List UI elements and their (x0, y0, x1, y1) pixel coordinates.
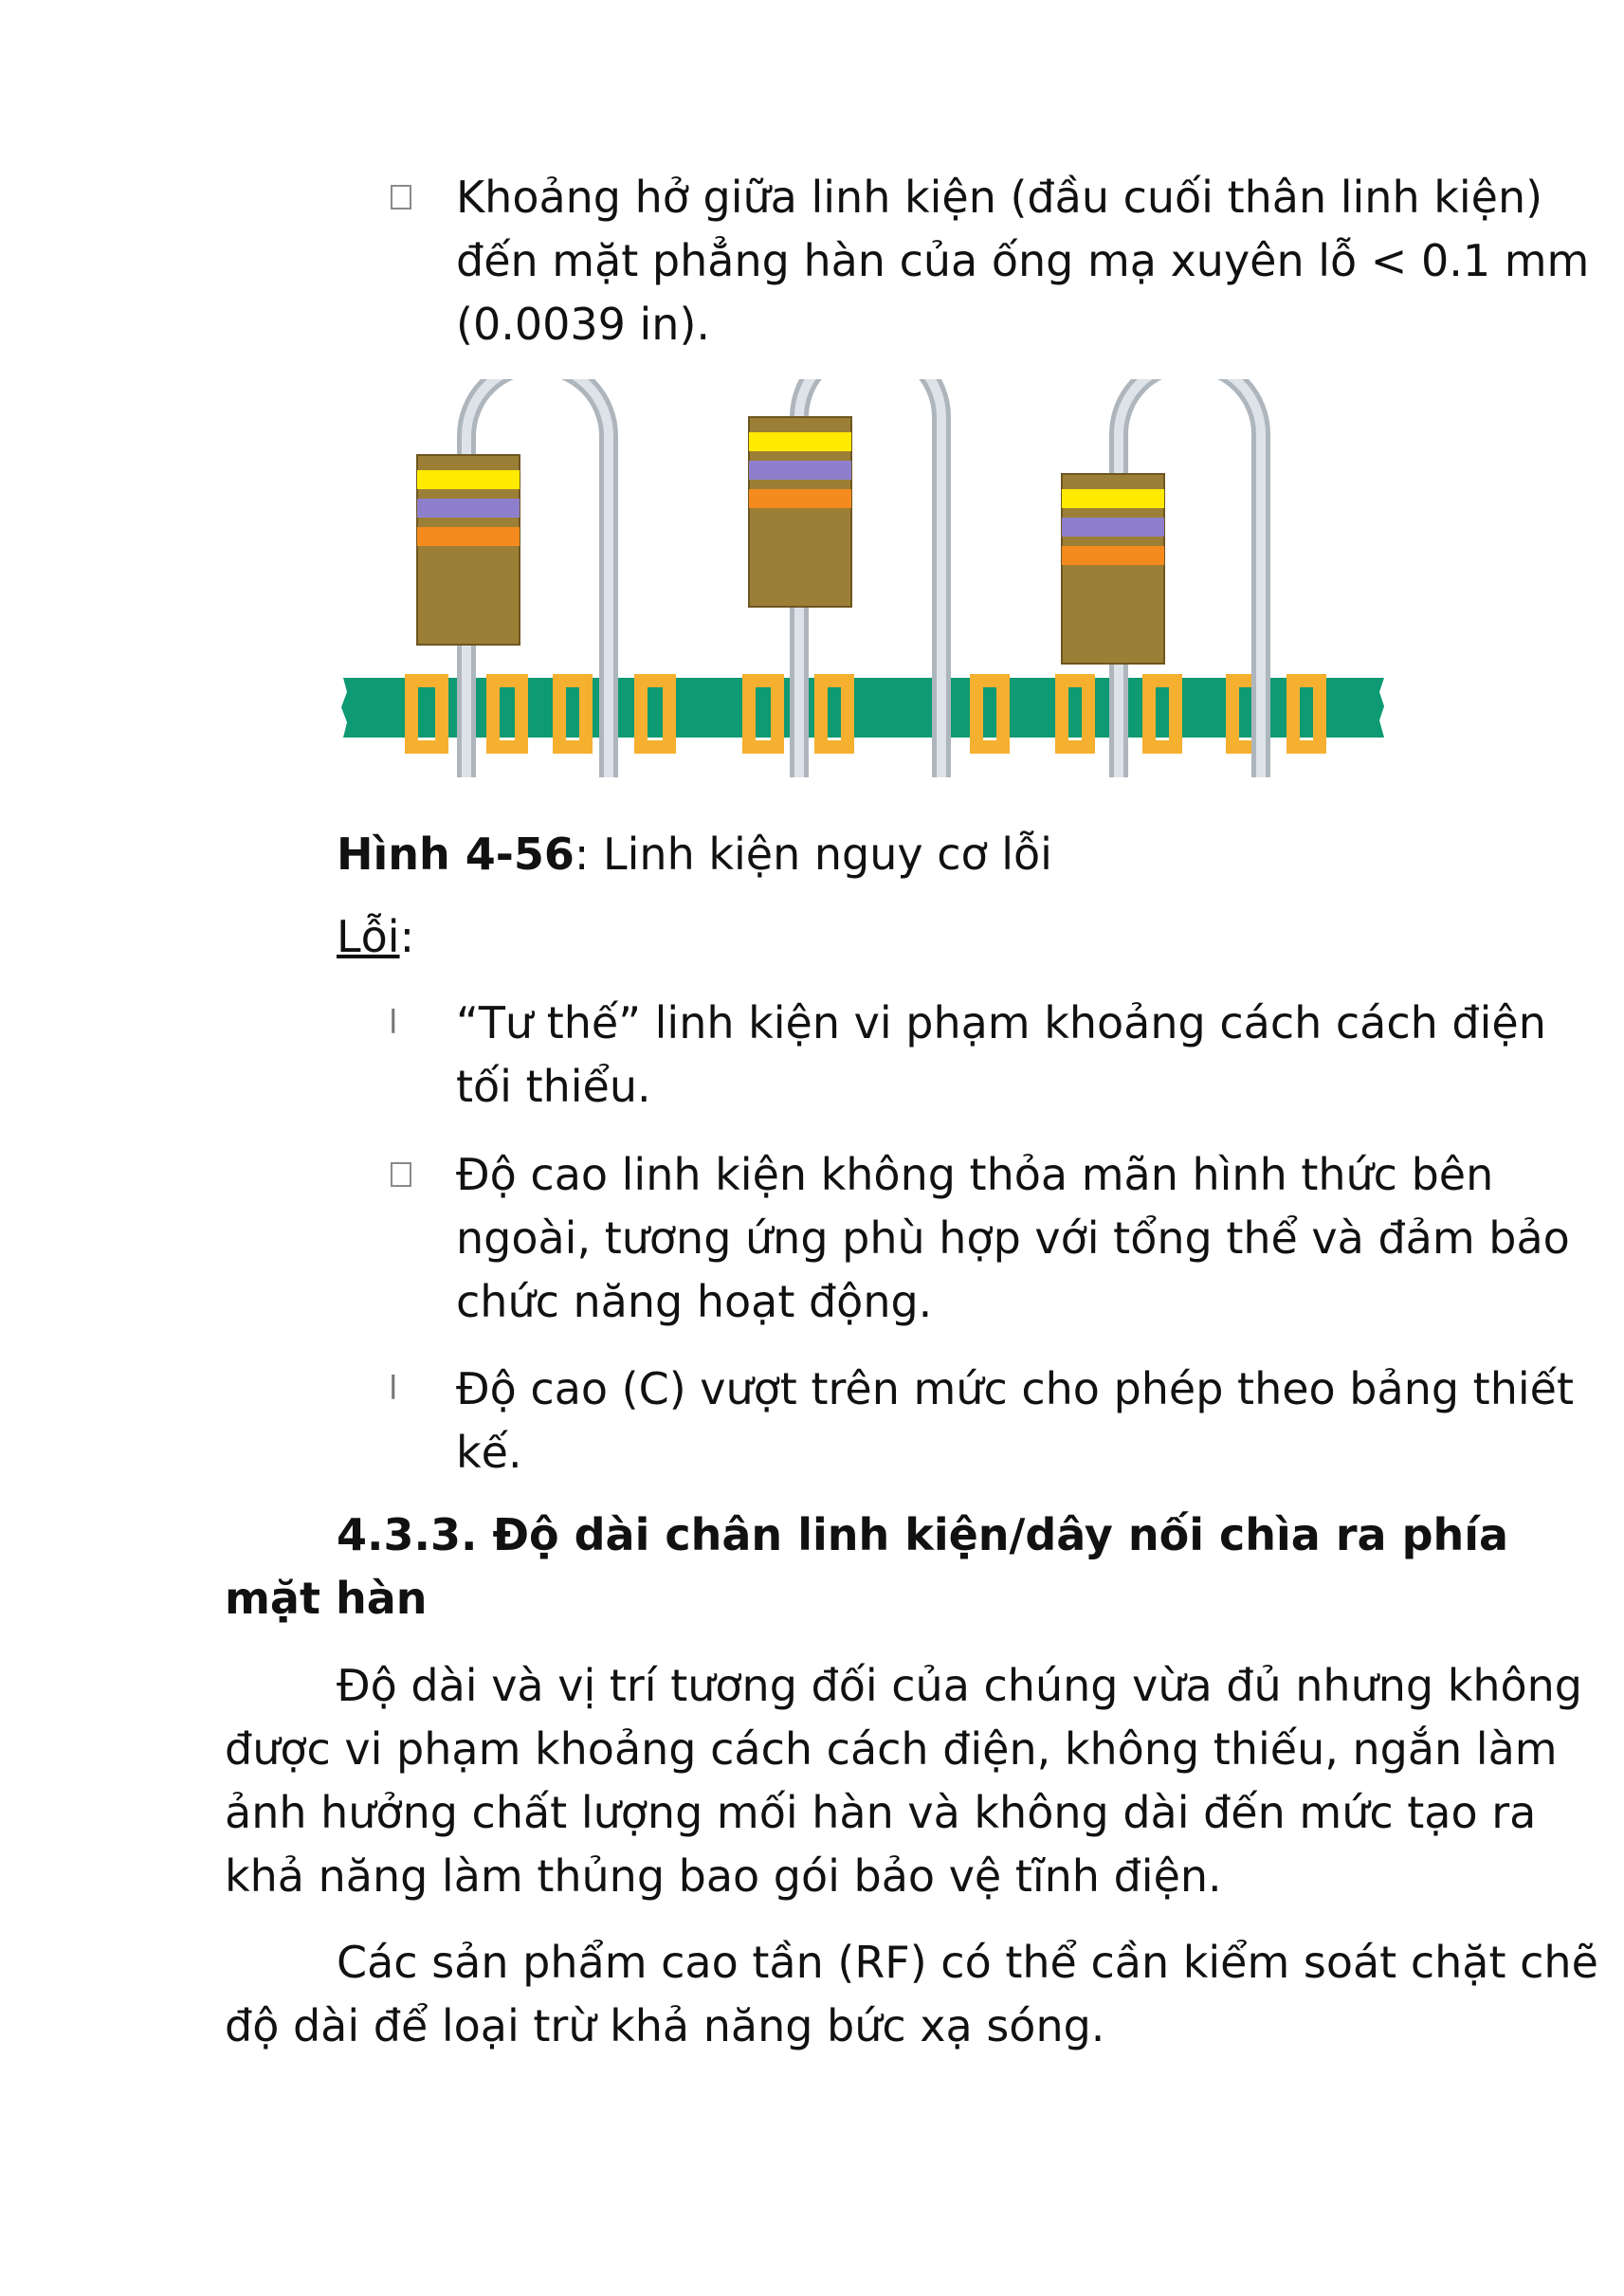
section-heading-line-2: mặt hàn (225, 1573, 428, 1624)
paragraph-2-line-2: độ dài để loại trừ khả năng bức xạ sóng. (225, 2000, 1105, 2051)
intro-line-3: (0.0039 in). (456, 299, 711, 350)
bullet-marker-l: l (389, 1370, 398, 1408)
figure-illustration (0, 379, 1624, 815)
defects-heading-label: Lỗi (337, 911, 400, 962)
intro-line-2: đến mặt phẳng hàn của ống mạ xuyên lỗ < 0.1 mm (456, 235, 1590, 286)
defect-2-line-3: chức năng hoạt động. (456, 1276, 933, 1327)
defect-1-line-2: tối thiểu. (456, 1061, 651, 1112)
figure-caption-text: : Linh kiện nguy cơ lỗi (574, 829, 1052, 880)
paragraph-1-line-4: khả năng làm thủng bao gói bảo vệ tĩnh điện. (225, 1850, 1222, 1902)
paragraph-1-line-3: ảnh hưởng chất lượng mối hàn và không dài đến mức tạo ra (225, 1787, 1537, 1838)
intro-line-1: Khoảng hở giữa linh kiện (đầu cuối thân linh kiện) (456, 172, 1543, 223)
defect-3-line-1: Độ cao (C) vượt trên mức cho phép theo bảng thiết (456, 1363, 1574, 1414)
paragraph-1-line-2: được vi phạm khoảng cách cách điện, không thiếu, ngắn làm (225, 1723, 1558, 1775)
defect-2-line-2: ngoài, tương ứng phù hợp với tổng thể và đảm bảo (456, 1212, 1570, 1264)
defect-2-line-1: Độ cao linh kiện không thỏa mãn hình thức bên (456, 1149, 1494, 1200)
resistor-middle (749, 417, 851, 607)
figure-caption (337, 823, 1052, 886)
defects-heading (337, 905, 414, 969)
resistor-right (1062, 474, 1164, 664)
defect-1-line-1: “Tư thế” linh kiện vi phạm khoảng cách cách điện (456, 997, 1546, 1048)
bullet-marker-l: l (389, 1004, 398, 1042)
paragraph-2-line-1: Các sản phẩm cao tần (RF) có thể cần kiểm soát chặt chẽ (337, 1937, 1598, 1988)
checkbox-bullet-icon (391, 1162, 411, 1187)
paragraph-1-line-1: Độ dài và vị trí tương đối của chúng vừa đủ nhưng không (337, 1660, 1582, 1711)
checkbox-bullet-icon (391, 185, 411, 210)
defect-3-line-2: kế. (456, 1427, 522, 1478)
figure-label: Hình 4-56 (337, 829, 575, 880)
defects-heading-colon: : (399, 911, 415, 962)
resistor-left (417, 455, 520, 645)
section-heading-line-1: 4.3.3. Độ dài chân linh kiện/dây nối chìa ra phía (337, 1509, 1509, 1560)
